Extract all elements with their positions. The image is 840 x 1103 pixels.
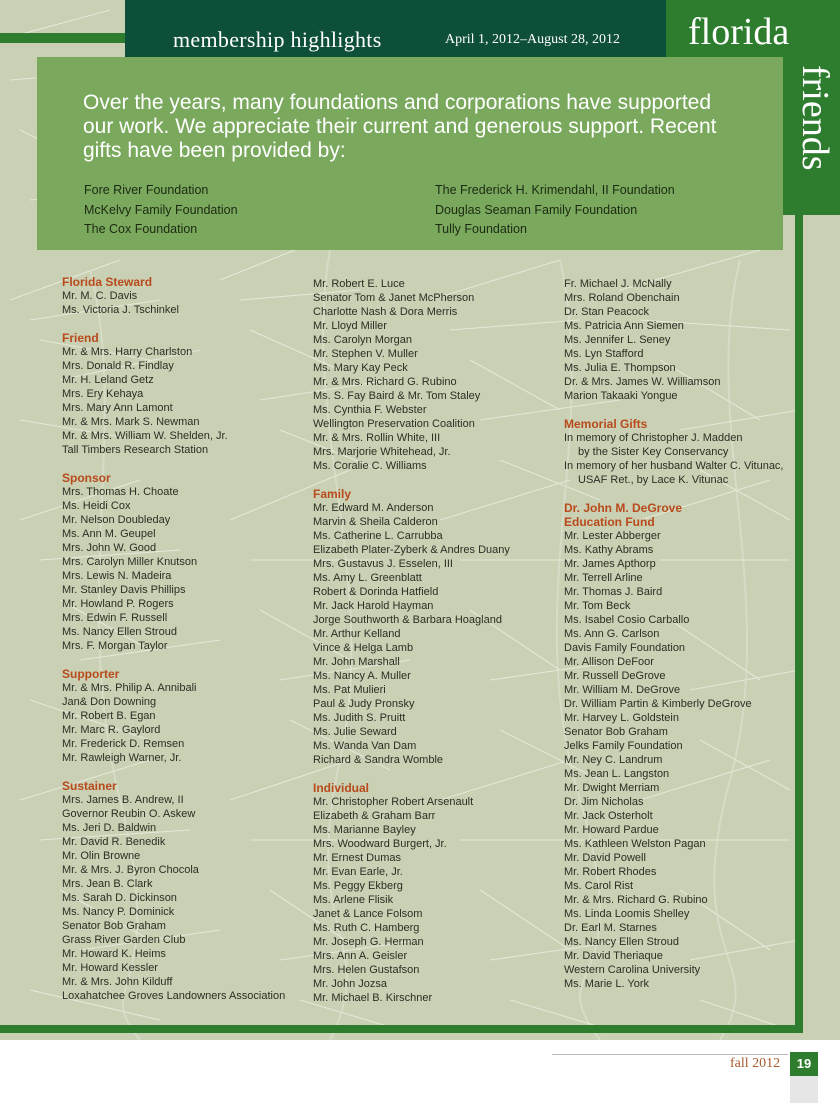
donor-name: Mr. Marc R. Gaylord bbox=[62, 724, 161, 736]
intro-lead-text: Over the years, many foundations and corporations have supported our work. We appreciate their current and generous support. Recent gifts have been provided by: bbox=[83, 91, 717, 162]
date-range: April 1, 2012–August 28, 2012 bbox=[445, 32, 620, 47]
donor-name: Ms. Cynthia F. Webster bbox=[313, 404, 427, 416]
top-left-accent-line bbox=[0, 33, 125, 43]
donor-name: Mr. Jack Harold Hayman bbox=[313, 600, 434, 612]
donor-name: Ms. Julia E. Thompson bbox=[564, 362, 676, 374]
donor-name: Janet & Lance Folsom bbox=[313, 908, 423, 920]
donor-name: by the Sister Key Conservancy bbox=[578, 446, 729, 458]
florida-title: florida bbox=[688, 11, 790, 53]
donor-name: Ms. Kathleen Welston Pagan bbox=[564, 838, 706, 850]
donor-name: Mrs. F. Morgan Taylor bbox=[62, 640, 168, 652]
donor-name: Grass River Garden Club bbox=[62, 934, 186, 946]
donor-name: Mrs. Jean B. Clark bbox=[62, 878, 153, 890]
donor-name: Mr. Nelson Doubleday bbox=[62, 514, 171, 526]
donor-name: Mr. Christopher Robert Arsenault bbox=[313, 796, 474, 808]
donor-name: Mr. & Mrs. Mark S. Newman bbox=[62, 416, 200, 428]
donor-category-heading-line: Friend bbox=[62, 331, 99, 345]
donor-name: Ms. Marianne Bayley bbox=[313, 824, 416, 836]
donor-name: Dr. Stan Peacock bbox=[564, 306, 649, 318]
donor-name: Ms. Nancy Ellen Stroud bbox=[564, 936, 679, 948]
donor-name: Ms. Nancy Ellen Stroud bbox=[62, 626, 177, 638]
donor-name: Mrs. John W. Good bbox=[62, 542, 157, 554]
donor-name: Mr. John Jozsa bbox=[313, 978, 387, 990]
donor-name: Tall Timbers Research Station bbox=[62, 444, 209, 456]
donor-name: Mr. Robert B. Egan bbox=[62, 710, 156, 722]
donor-category-heading-line: Family bbox=[313, 487, 352, 501]
donor-name: Mr. & Mrs. Harry Charlston bbox=[62, 346, 193, 358]
donor-name: Mr. & Mrs. John Kilduff bbox=[62, 976, 173, 988]
donor-name: Ms. Wanda Van Dam bbox=[313, 740, 417, 752]
donor-name: Dr. Earl M. Starnes bbox=[564, 922, 657, 934]
donor-category-heading-line: Sponsor bbox=[62, 471, 111, 485]
donor-name: Mr. Harvey L. Goldstein bbox=[564, 712, 679, 724]
donor-name: Governor Reubin O. Askew bbox=[62, 808, 196, 820]
donor-name: Mr. Evan Earle, Jr. bbox=[313, 866, 403, 878]
foundations-column-2 bbox=[435, 181, 675, 240]
donor-name: Mr. Stanley Davis Phillips bbox=[62, 584, 186, 596]
donor-category-heading bbox=[62, 331, 285, 345]
donor-name: Mr. & Mrs. J. Byron Chocola bbox=[62, 864, 199, 876]
donor-name: Mrs. Lewis N. Madeira bbox=[62, 570, 172, 582]
donor-name: Dr. William Partin & Kimberly DeGrove bbox=[564, 698, 752, 710]
donor-name: Ms. Jennifer L. Seney bbox=[564, 334, 671, 346]
foundations-column-1 bbox=[84, 181, 238, 240]
donor-name: Senator Bob Graham bbox=[62, 920, 166, 932]
donor-name: Mr. Thomas J. Baird bbox=[564, 586, 663, 598]
donor-name: Mr. David R. Benedik bbox=[62, 836, 166, 848]
donor-name: Mr. & Mrs. Richard G. Rubino bbox=[564, 894, 708, 906]
page-number: 19 bbox=[790, 1052, 818, 1076]
donor-name: Mrs. Woodward Burgert, Jr. bbox=[313, 838, 447, 850]
donor-name: Dr. & Mrs. James W. Williamson bbox=[564, 376, 721, 388]
donor-category-heading bbox=[62, 779, 285, 793]
donor-name: Mrs. Edwin F. Russell bbox=[62, 612, 168, 624]
donor-name: Mr. Terrell Arline bbox=[564, 572, 643, 584]
donor-category-heading bbox=[313, 487, 510, 501]
donor-name: Ms. Mary Kay Peck bbox=[313, 362, 408, 374]
donor-category-heading bbox=[564, 501, 784, 529]
donor-name: Wellington Preservation Coalition bbox=[313, 418, 475, 430]
donor-name: Senator Bob Graham bbox=[564, 726, 668, 738]
donor-name: Mrs. Ery Kehaya bbox=[62, 388, 144, 400]
donor-name: Mrs. Mary Ann Lamont bbox=[62, 402, 173, 414]
donor-name: Ms. Pat Mulieri bbox=[313, 684, 386, 696]
friends-side-tab bbox=[783, 57, 840, 215]
donor-name: Ms. Patricia Ann Siemen bbox=[564, 320, 684, 332]
donor-name: Ms. Carolyn Morgan bbox=[313, 334, 413, 346]
donor-name: Ms. Julie Seward bbox=[313, 726, 397, 738]
donor-name: Ms. Ann G. Carlson bbox=[564, 628, 660, 640]
donor-name: Jan& Don Downing bbox=[62, 696, 157, 708]
donor-name: Mr. Robert E. Luce bbox=[313, 278, 405, 290]
donor-name: Mr. Frederick D. Remsen bbox=[62, 738, 185, 750]
donor-name: Loxahatchee Groves Landowners Association bbox=[62, 990, 286, 1002]
foundation-name: The Cox Foundation bbox=[84, 222, 198, 236]
donor-name: Ms. S. Fay Baird & Mr. Tom Staley bbox=[313, 390, 481, 402]
donor-column-2 bbox=[313, 277, 510, 1005]
donor-category-heading-line: Memorial Gifts bbox=[564, 417, 648, 431]
friends-title: friends bbox=[794, 65, 836, 171]
donor-name: Mr. Robert Rhodes bbox=[564, 866, 657, 878]
donor-name: Ms. Sarah D. Dickinson bbox=[62, 892, 177, 904]
donor-name: Mrs. Marjorie Whitehead, Jr. bbox=[313, 446, 451, 458]
donor-category-heading bbox=[564, 417, 784, 431]
donor-column-3 bbox=[564, 277, 784, 991]
donor-name: Ms. Nancy P. Dominick bbox=[62, 906, 175, 918]
donor-name: Mrs. Gustavus J. Esselen, III bbox=[313, 558, 453, 570]
foundation-name: McKelvy Family Foundation bbox=[84, 202, 238, 217]
donor-name: In memory of her husband Walter C. Vitunac, bbox=[564, 460, 784, 472]
donor-category-heading-line: Supporter bbox=[62, 667, 120, 681]
donor-name: Mr. Edward M. Anderson bbox=[313, 502, 434, 514]
donor-name: Western Carolina University bbox=[564, 964, 701, 976]
donor-name: Mr. David Theriaque bbox=[564, 950, 663, 962]
donor-name: Davis Family Foundation bbox=[564, 642, 686, 654]
donor-name: Mrs. Donald R. Findlay bbox=[62, 360, 174, 372]
donor-name: Ms. Amy L. Greenblatt bbox=[313, 572, 422, 584]
donor-name: Ms. Jean L. Langston bbox=[564, 768, 670, 780]
donor-name: Mrs. James B. Andrew, II bbox=[62, 794, 184, 806]
header-bar bbox=[125, 0, 670, 58]
frame-bottom-border bbox=[0, 1025, 803, 1033]
donor-name: Mr. Howland P. Rogers bbox=[62, 598, 174, 610]
donor-name: Paul & Judy Pronsky bbox=[313, 698, 415, 710]
donor-name: Richard & Sandra Womble bbox=[313, 754, 444, 766]
donor-name: Mr. David Powell bbox=[564, 852, 646, 864]
donor-name: Mr. Stephen V. Muller bbox=[313, 348, 418, 360]
donor-name: Mr. Arthur Kelland bbox=[313, 628, 401, 640]
foundation-name: Douglas Seaman Family Foundation bbox=[435, 202, 638, 217]
donor-name: Mrs. Thomas H. Choate bbox=[62, 486, 179, 498]
donor-name: Mr. Lloyd Miller bbox=[313, 320, 387, 332]
donor-name: Mr. Lester Abberger bbox=[564, 530, 661, 542]
donor-name: Mr. M. C. Davis bbox=[62, 290, 138, 302]
donor-name: In memory of Christopher J. Madden bbox=[564, 432, 743, 444]
foundation-name: Tully Foundation bbox=[435, 222, 527, 236]
donor-name: Ms. Judith S. Pruitt bbox=[313, 712, 406, 724]
donor-name: Marvin & Sheila Calderon bbox=[313, 516, 438, 528]
donor-category-heading bbox=[62, 667, 285, 681]
donor-name: Mrs. Carolyn Miller Knutson bbox=[62, 556, 198, 568]
donor-name: Mr. Howard K. Heims bbox=[62, 948, 166, 960]
donor-name: Mr. & Mrs. Rollin White, III bbox=[313, 432, 441, 444]
donor-name: Ms. Ann M. Geupel bbox=[62, 528, 156, 540]
foundation-name: The Frederick H. Krimendahl, II Foundation bbox=[435, 183, 675, 197]
donor-name: Ms. Nancy A. Muller bbox=[313, 670, 411, 682]
intro-box bbox=[37, 57, 783, 250]
donor-name: Mr. John Marshall bbox=[313, 656, 400, 668]
donor-name: Ms. Arlene Flisik bbox=[313, 894, 394, 906]
donor-name: Ms. Catherine L. Carrubba bbox=[313, 530, 443, 542]
donor-name: Ms. Coralie C. Williams bbox=[313, 460, 427, 472]
donor-name: Mr. Ney C. Landrum bbox=[564, 754, 663, 766]
donor-name: Senator Tom & Janet McPherson bbox=[313, 292, 475, 304]
section-title: membership highlights bbox=[173, 27, 382, 52]
donor-name: Mr. & Mrs. Richard G. Rubino bbox=[313, 376, 457, 388]
donor-name: Mr. Dwight Merriam bbox=[564, 782, 660, 794]
donor-name: Ms. Victoria J. Tschinkel bbox=[62, 304, 179, 316]
donor-category-heading-line: Sustainer bbox=[62, 779, 117, 793]
donor-category-heading bbox=[313, 781, 510, 795]
donor-name: Elizabeth & Graham Barr bbox=[313, 810, 436, 822]
donor-name: Ms. Kathy Abrams bbox=[564, 544, 654, 556]
donor-name: Mr. Ernest Dumas bbox=[313, 852, 402, 864]
donor-name: Mr. Olin Browne bbox=[62, 850, 141, 862]
donor-category-heading bbox=[62, 275, 285, 289]
page-number-strip bbox=[790, 1076, 818, 1103]
donor-name: Ms. Marie L. York bbox=[564, 978, 649, 990]
donor-name: Mr. & Mrs. William W. Shelden, Jr. bbox=[62, 430, 228, 442]
donor-name: Jorge Southworth & Barbara Hoagland bbox=[313, 614, 502, 626]
foundation-name: Fore River Foundation bbox=[84, 183, 209, 197]
footer-season: fall 2012 bbox=[730, 1056, 781, 1071]
donor-name: Ms. Jeri D. Baldwin bbox=[62, 822, 157, 834]
donor-name: Fr. Michael J. McNally bbox=[564, 278, 672, 290]
donor-name: Mr. Michael B. Kirschner bbox=[313, 992, 433, 1004]
donor-category-heading-line: Dr. John M. DeGrove bbox=[564, 501, 683, 515]
donor-name: Dr. Jim Nicholas bbox=[564, 796, 644, 808]
footer-rule bbox=[552, 1054, 788, 1055]
donor-name: Mr. Jack Osterholt bbox=[564, 810, 653, 822]
florida-title-box bbox=[666, 0, 840, 62]
donor-name: USAF Ret., by Lace K. Vitunac bbox=[578, 474, 729, 486]
donor-category-heading-line: Education Fund bbox=[564, 515, 655, 529]
donor-name: Elizabeth Plater-Zyberk & Andres Duany bbox=[313, 544, 510, 556]
donor-name: Ms. Peggy Ekberg bbox=[313, 880, 403, 892]
donor-name: Mr. James Apthorp bbox=[564, 558, 656, 570]
donor-name: Ms. Linda Loomis Shelley bbox=[564, 908, 690, 920]
donor-name: Mr. Joseph G. Herman bbox=[313, 936, 424, 948]
donor-name: Ms. Ruth C. Hamberg bbox=[313, 922, 420, 934]
donor-name: Robert & Dorinda Hatfield bbox=[313, 586, 439, 598]
donor-name: Ms. Carol Rist bbox=[564, 880, 634, 892]
donor-name: Vince & Helga Lamb bbox=[313, 642, 414, 654]
donor-category-heading-line: Florida Steward bbox=[62, 275, 153, 289]
donor-name: Mr. Tom Beck bbox=[564, 600, 631, 612]
donor-category-heading-line: Individual bbox=[313, 781, 370, 795]
donor-name: Mr. Howard Pardue bbox=[564, 824, 659, 836]
donor-name: Jelks Family Foundation bbox=[564, 740, 683, 752]
donor-category-heading bbox=[62, 471, 285, 485]
frame-right-border bbox=[795, 215, 803, 1033]
donor-name: Mrs. Ann A. Geisler bbox=[313, 950, 408, 962]
donor-name: Ms. Heidi Cox bbox=[62, 500, 131, 512]
donor-name: Mr. William M. DeGrove bbox=[564, 684, 681, 696]
donor-name: Mrs. Helen Gustafson bbox=[313, 964, 420, 976]
donor-name: Marion Takaaki Yongue bbox=[564, 390, 678, 402]
donor-name: Mr. Rawleigh Warner, Jr. bbox=[62, 752, 182, 764]
donor-name: Mr. & Mrs. Philip A. Annibali bbox=[62, 682, 197, 694]
donor-name: Mrs. Roland Obenchain bbox=[564, 292, 680, 304]
donor-name: Mr. Russell DeGrove bbox=[564, 670, 666, 682]
donor-name: Ms. Isabel Cosio Carballo bbox=[564, 614, 690, 626]
donor-name: Mr. H. Leland Getz bbox=[62, 374, 154, 386]
donor-name: Mr. Howard Kessler bbox=[62, 962, 158, 974]
donor-name: Charlotte Nash & Dora Merris bbox=[313, 306, 458, 318]
donor-column-1 bbox=[62, 275, 285, 1003]
donor-name: Mr. Allison DeFoor bbox=[564, 656, 654, 668]
donor-name: Ms. Lyn Stafford bbox=[564, 348, 644, 360]
